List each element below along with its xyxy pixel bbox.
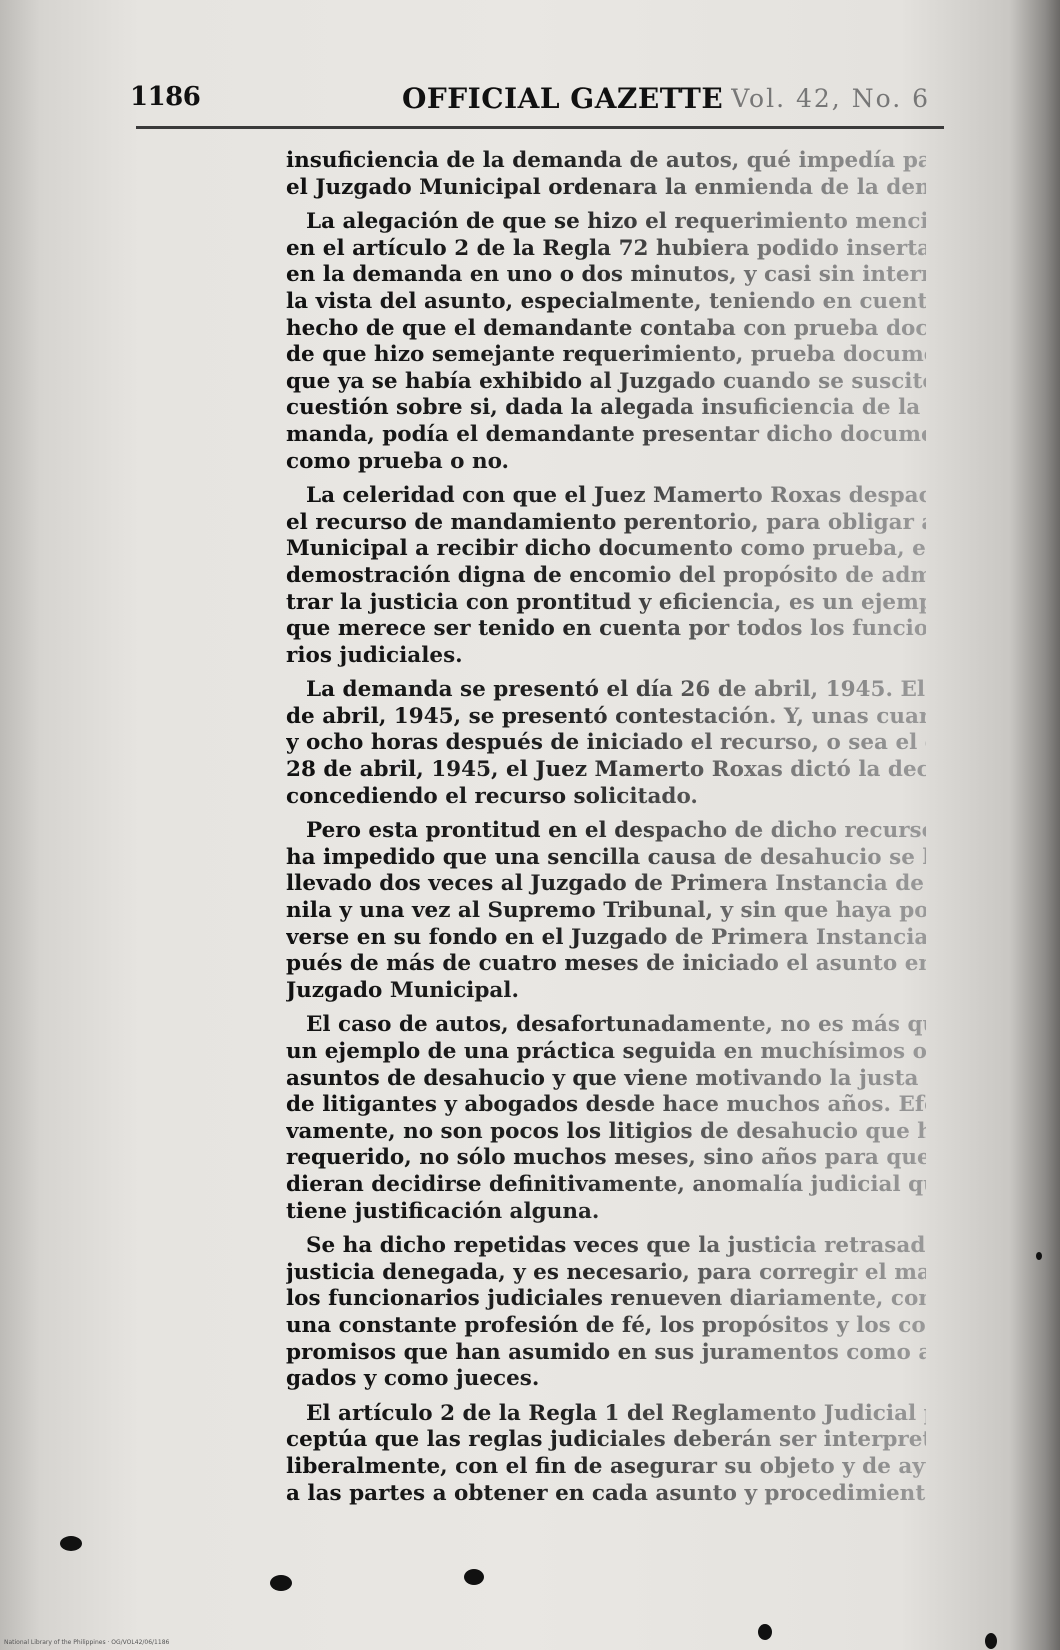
- paragraph: [286, 1012, 992, 1225]
- text-line: la vista del asunto, especialmente, teniendo en cuenta el: [286, 288, 971, 314]
- text-line: 28 de abril, 1945, el Juez Mamerto Roxas dictó la decisión,: [286, 757, 996, 783]
- header-rule: [136, 126, 944, 129]
- text-line: vamente, no son pocos los litigios de desahucio que han: [286, 1118, 963, 1144]
- text-line: Pero esta prontitud en el despacho de dicho recurso no: [286, 818, 926, 845]
- text-line: requerido, no sólo muchos meses, sino años para que pu-: [286, 1145, 978, 1171]
- ink-speck: [60, 1536, 82, 1551]
- text-line: de que hizo semejante requerimiento, prueba documental: [286, 342, 986, 368]
- text-line: hecho de que el demandante contaba con prueba documental: [286, 315, 1029, 341]
- text-line: y ocho horas después de iniciado el recurso, o sea el día: [286, 730, 962, 756]
- text-line: tiene justificación alguna.: [286, 1199, 926, 1226]
- text-line: que merece ser tenido en cuenta por todos los funciona-: [286, 616, 967, 642]
- text-line: trar la justicia con prontitud y eficiencia, es un ejemplo: [286, 589, 957, 615]
- text-line: promisos que han asumido en sus juramentos como abo-: [286, 1339, 971, 1365]
- text-line: los funcionarios judiciales renueven diariamente, como: [286, 1286, 956, 1312]
- ink-speck: [758, 1624, 772, 1640]
- text-line: en la demanda en uno o dos minutos, y casi sin interrumpir: [286, 262, 1006, 288]
- text-line: La celeridad con que el Juez Mamerto Roxas despachó: [286, 483, 926, 510]
- text-line: de abril, 1945, se presentó contestación. Y, unas cuarenta: [286, 703, 984, 729]
- article-body: [286, 148, 1029, 1515]
- page-header: [130, 82, 930, 122]
- paragraph: [286, 209, 1029, 475]
- paragraph: [286, 677, 996, 810]
- text-line: ceptúa que las reglas judiciales deberán ser interpretadas: [286, 1427, 988, 1453]
- text-line: a las partes a obtener en cada asunto y procedimiento una: [286, 1480, 993, 1506]
- text-line: de litigantes y abogados desde hace muchos años. Efecti-: [286, 1092, 978, 1118]
- ink-speck: [1036, 1252, 1042, 1260]
- text-line: en el artículo 2 de la Regla 72 hubiera podido insertarse: [286, 235, 969, 261]
- ink-speck: [270, 1575, 292, 1591]
- ink-speck: [985, 1633, 997, 1649]
- volume-number: Vol. 42, No. 6: [731, 84, 930, 113]
- text-line: Municipal a recibir dicho documento como prueba, es una: [286, 536, 991, 562]
- scan-credit: National Library of the Philippines · OG/VOL42/06/1186: [4, 1639, 170, 1646]
- paragraph: [286, 818, 986, 1004]
- page-number: 1186: [130, 82, 201, 112]
- text-line: nila y una vez al Supremo Tribunal, y sin que haya podido: [286, 898, 982, 924]
- text-line: un ejemplo de una práctica seguida en muchísimos otros: [286, 1039, 975, 1064]
- text-line: ha impedido que una sencilla causa de desahucio se haya: [286, 844, 979, 870]
- text-line: Se ha dicho repetidas veces que la justicia retrasada es: [286, 1233, 926, 1260]
- text-line: verse en su fondo en el Juzgado de Primera Instancia des-: [286, 924, 986, 950]
- text-line: justicia denegada, y es necesario, para corregir el mal, que: [286, 1259, 999, 1285]
- text-line: insuficiencia de la demanda de autos, qué impedía para que: [286, 148, 1009, 173]
- publication-title: OFFICIAL GAZETTE: [402, 82, 724, 115]
- text-line: como prueba o no.: [286, 449, 926, 476]
- ink-speck: [464, 1569, 484, 1585]
- text-line: el recurso de mandamiento perentorio, para obligar al Juez: [286, 509, 1003, 535]
- text-line: liberalmente, con el fin de asegurar su objeto y de ayudar: [286, 1453, 981, 1479]
- paragraph: [286, 483, 1003, 669]
- text-line: concediendo el recurso solicitado.: [286, 784, 926, 811]
- text-line: pués de más de cuatro meses de iniciado el asunto en el: [286, 951, 964, 977]
- text-line: dieran decidirse definitivamente, anomalía judicial que no: [286, 1171, 990, 1197]
- text-line: demostración digna de encomio del propósito de adminis-: [286, 562, 987, 588]
- text-line: una constante profesión de fé, los propósitos y los com-: [286, 1312, 958, 1338]
- paragraph: [286, 1233, 999, 1393]
- text-line: cuestión sobre si, dada la alegada insuficiencia de la de-: [286, 395, 966, 421]
- text-line: manda, podía el demandante presentar dicho documento: [286, 421, 975, 447]
- text-line: El artículo 2 de la Regla 1 del Reglamento Judicial pre-: [286, 1401, 926, 1428]
- text-line: llevado dos veces al Juzgado de Primera Instancia de Ma-: [286, 871, 979, 897]
- text-line: asuntos de desahucio y que viene motivando la justa queja: [286, 1065, 992, 1091]
- paragraph: [286, 1400, 993, 1507]
- text-line: rios judiciales.: [286, 643, 926, 670]
- text-line: que ya se había exhibido al Juzgado cuando se suscitó la: [286, 368, 967, 394]
- text-line: gados y como jueces.: [286, 1366, 926, 1393]
- text-line: Juzgado Municipal.: [286, 978, 926, 1005]
- text-line: El caso de autos, desafortunadamente, no es más que: [286, 1012, 926, 1039]
- text-line: La demanda se presentó el día 26 de abril, 1945. El 27: [286, 677, 926, 704]
- text-line: el Juzgado Municipal ordenara la enmienda de la demanda?: [286, 174, 1009, 200]
- text-line: La alegación de que se hizo el requerimiento mencionado: [286, 209, 926, 236]
- paragraph: [286, 148, 1009, 201]
